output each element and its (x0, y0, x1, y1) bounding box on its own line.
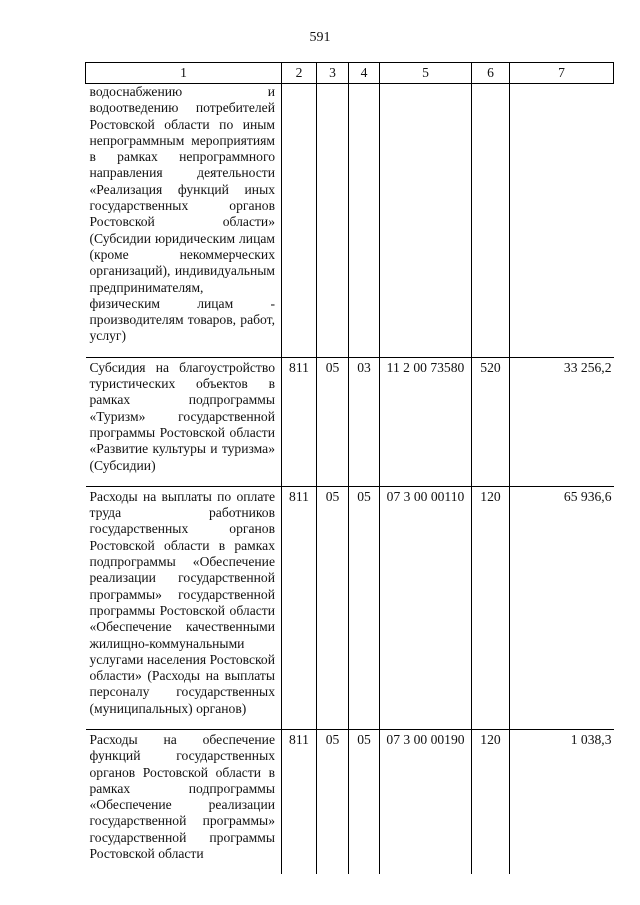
table-row (86, 357, 614, 486)
page-number: 591 (309, 30, 331, 45)
header-col-6: 6 (472, 63, 510, 84)
header-col-4: 4 (349, 63, 380, 84)
table-row (86, 486, 614, 729)
row-target-code: 11 2 00 73580 (380, 357, 472, 486)
row-expense-type (472, 84, 510, 358)
row-expense-type: 520 (472, 357, 510, 486)
row-description: водоснабжению и водоотведению потребителей Ростовской области по иным непрограммным мероприятиям в рамках непрограммного направления деятельности «Реализация функций иных государственных органов Ростовской области» (Субсидии юридическим лицам (кроме некоммерческих организаций), индивидуальным предпринимателям, физическим лицам - производителям товаров, работ, услуг) (86, 84, 282, 358)
row-description: Расходы на выплаты по оплате труда работников государственных органов Ростовской области в рамках подпрограммы «Обеспечение реализации государственной программы» государственной программы Ростовской области «Обеспечение качественными жилищно-коммунальными услугами населения Ростовской области» (Расходы на выплаты персоналу государственных (муниципальных) органов) (86, 486, 282, 729)
row-target-code (380, 84, 472, 358)
row-amount: 33 256,2 (510, 357, 614, 486)
row-ministry-code: 811 (282, 357, 317, 486)
table-row (86, 84, 614, 358)
header-col-1: 1 (86, 63, 282, 84)
row-description: Субсидия на благоустройство туристических объектов в рамках подпрограммы «Туризм» государственной программы Ростовской области «Развитие культуры и туризма» (Субсидии) (86, 357, 282, 486)
row-target-code: 07 3 00 00110 (380, 486, 472, 729)
row-section-code: 05 (317, 486, 349, 729)
row-target-code: 07 3 00 00190 (380, 729, 472, 874)
row-section-code (317, 84, 349, 358)
row-expense-type: 120 (472, 486, 510, 729)
header-col-2: 2 (282, 63, 317, 84)
row-section-code: 05 (317, 729, 349, 874)
row-section-code: 05 (317, 357, 349, 486)
row-amount: 65 936,6 (510, 486, 614, 729)
row-subsection-code: 05 (349, 486, 380, 729)
row-ministry-code: 811 (282, 486, 317, 729)
header-col-5: 5 (380, 63, 472, 84)
row-expense-type: 120 (472, 729, 510, 874)
table-row (86, 729, 614, 874)
header-row (86, 63, 614, 84)
row-subsection-code (349, 84, 380, 358)
row-subsection-code: 05 (349, 729, 380, 874)
row-ministry-code (282, 84, 317, 358)
header-col-3: 3 (317, 63, 349, 84)
header-col-7: 7 (510, 63, 614, 84)
row-ministry-code: 811 (282, 729, 317, 874)
row-subsection-code: 03 (349, 357, 380, 486)
budget-table (85, 62, 614, 874)
row-description: Расходы на обеспечение функций государственных органов Ростовской области в рамках подпрограммы «Обеспечение реализации государственной программы» государственной программы Ростовской области (86, 729, 282, 874)
row-amount (510, 84, 614, 358)
row-amount: 1 038,3 (570, 731, 612, 747)
